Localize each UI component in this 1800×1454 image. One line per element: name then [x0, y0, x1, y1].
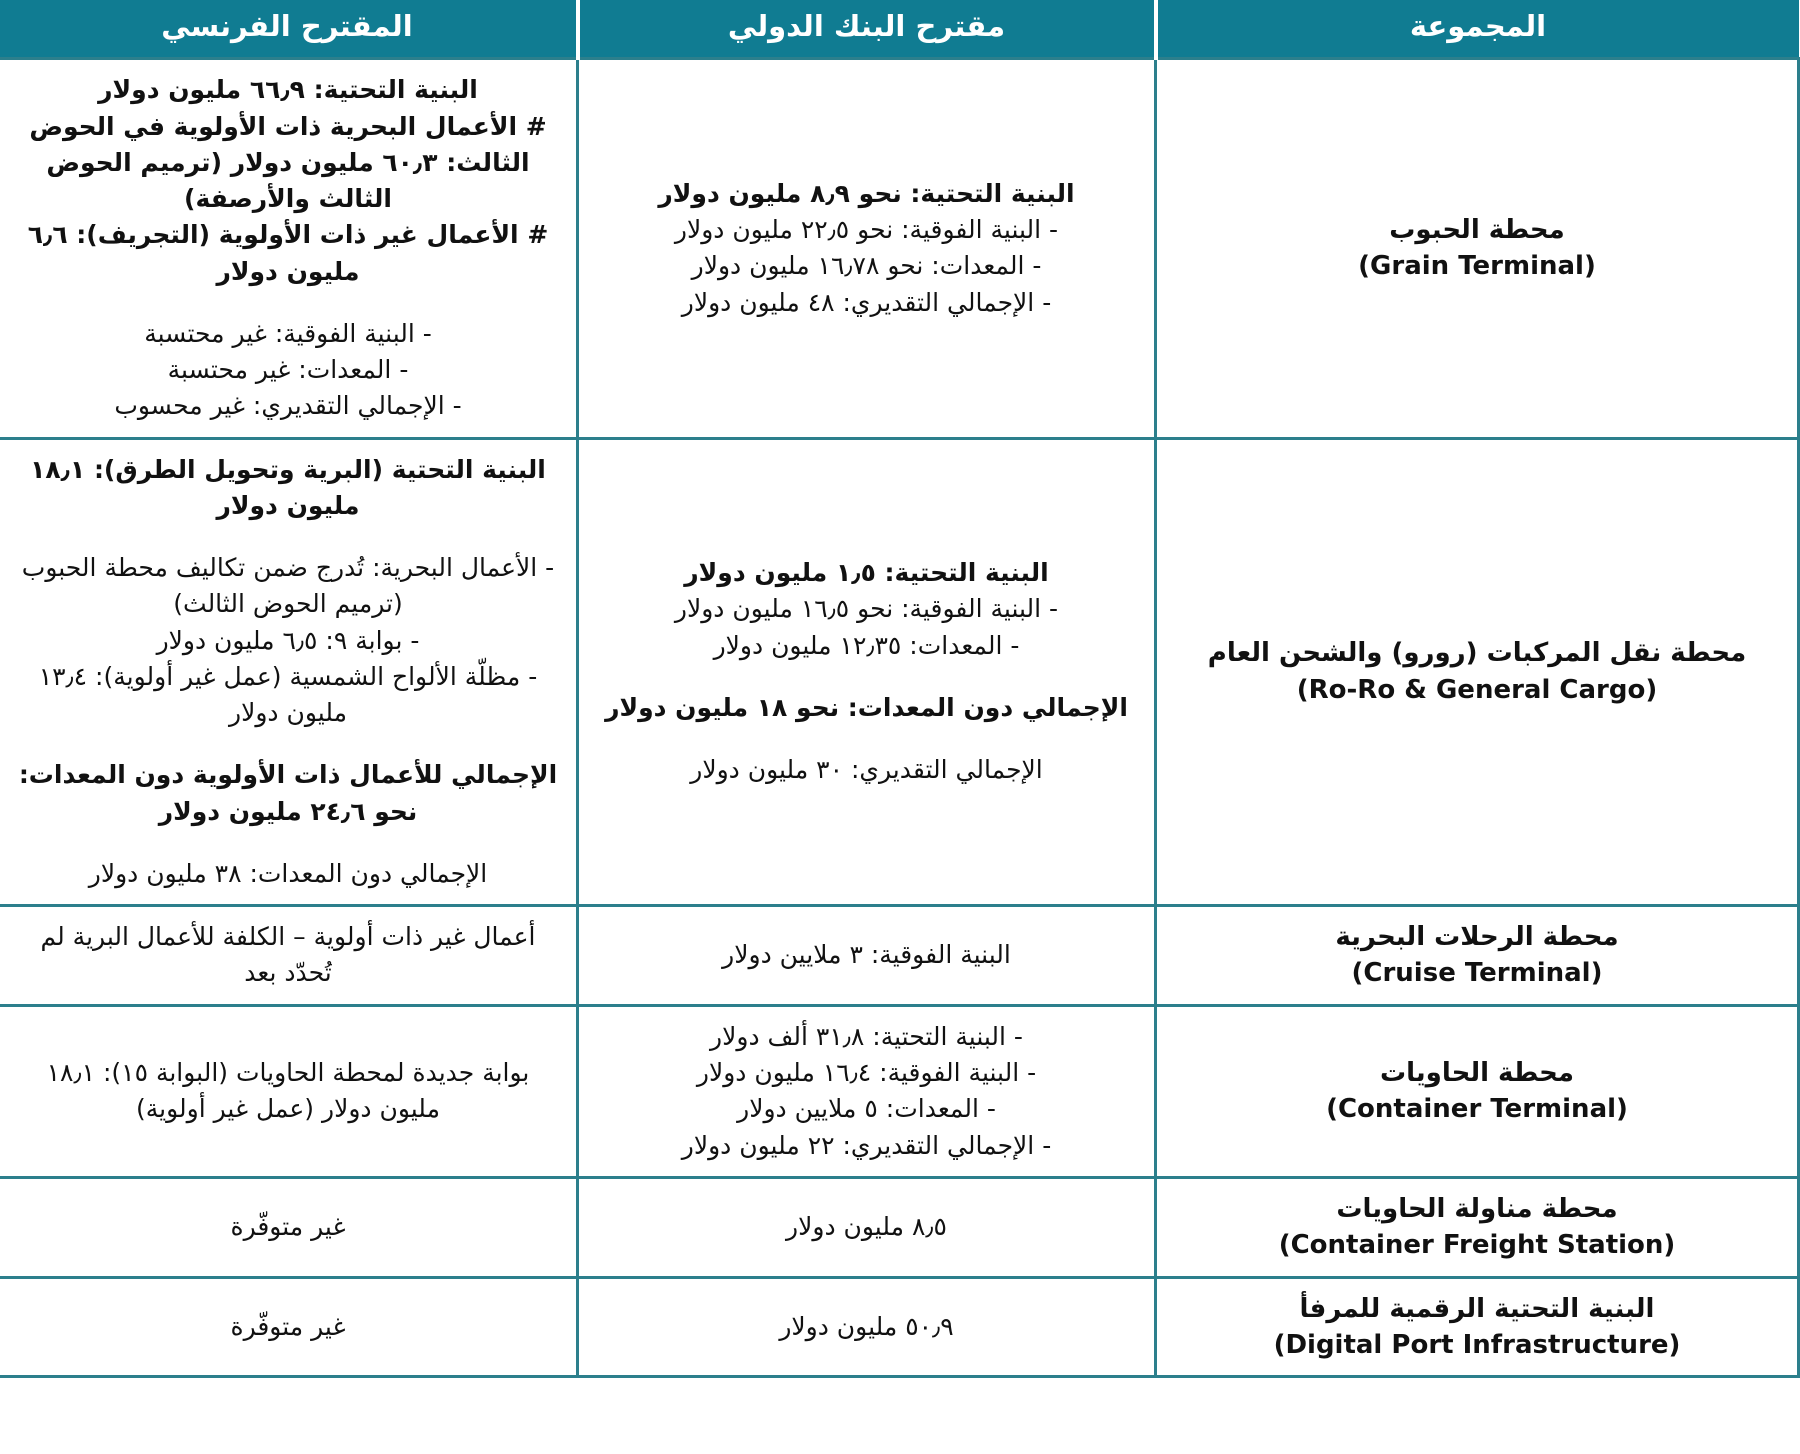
table-row — [0, 59, 1799, 438]
cell-paragraph: - الإجمالي التقديري: ٢٢ مليون دولار — [681, 1130, 1052, 1160]
table-row — [0, 1005, 1799, 1177]
group-name-arabic: محطة الرحلات البحرية — [1335, 922, 1619, 953]
cell-paragraph: - البنية الفوقية: نحو ١٦٫٥ مليون دولار — [674, 594, 1059, 624]
cell-paragraph: الإجمالي دون المعدات: نحو ١٨ مليون دولار — [605, 692, 1128, 722]
cell-french-proposal — [0, 59, 578, 438]
cell-world-bank-proposal — [578, 59, 1156, 438]
group-name-arabic: محطة الحبوب — [1389, 215, 1565, 246]
cell-paragraph: ٥٠٫٩ مليون دولار — [779, 1311, 954, 1341]
cell-paragraph: - الإجمالي التقديري: ٤٨ مليون دولار — [681, 287, 1052, 317]
cell-group-name — [1156, 59, 1799, 438]
cell-french-proposal — [0, 438, 578, 906]
cell-world-bank-proposal — [578, 906, 1156, 1006]
cell-paragraph: - الإجمالي التقديري: غير محسوب — [114, 391, 462, 421]
group-name-arabic: محطة الحاويات — [1380, 1057, 1574, 1088]
cell-french-proposal — [0, 1005, 578, 1177]
table-row — [0, 1277, 1799, 1377]
group-name-english: (Cruise Terminal) — [1351, 958, 1603, 989]
cell-paragraph: البنية التحتية: نحو ٨٫٩ مليون دولار — [658, 178, 1075, 208]
cell-french-proposal — [0, 1177, 578, 1277]
group-name-english: (Grain Terminal) — [1358, 251, 1596, 282]
paragraph-spacer — [597, 726, 1136, 752]
cell-paragraph: الإجمالي للأعمال ذات الأولوية دون المعدات: نحو ٢٤٫٦ مليون دولار — [18, 760, 558, 826]
cell-paragraph: - البنية الفوقية: ١٦٫٤ مليون دولار — [696, 1058, 1037, 1088]
cell-paragraph: - البنية التحتية: ٣١٫٨ ألف دولار — [710, 1021, 1023, 1051]
cell-paragraph: - الأعمال البحرية: تُدرج ضمن تكاليف محطة الحبوب (ترميم الحوض الثالث) — [21, 553, 555, 619]
cell-paragraph: - بوابة ٩: ٦٫٥ مليون دولار — [156, 625, 420, 655]
table-body — [0, 59, 1799, 1377]
group-name-english: (Digital Port Infrastructure) — [1273, 1330, 1681, 1361]
cell-world-bank-proposal — [578, 1277, 1156, 1377]
cell-paragraph: - البنية الفوقية: نحو ٢٢٫٥ مليون دولار — [674, 215, 1059, 245]
column-header-world-bank: مقترح البنك الدولي — [578, 0, 1156, 59]
group-name-arabic: البنية التحتية الرقمية للمرفأ — [1299, 1293, 1655, 1324]
cell-world-bank-proposal — [578, 438, 1156, 906]
cell-group-name — [1156, 1177, 1799, 1277]
paragraph-spacer — [597, 664, 1136, 690]
cell-paragraph: البنية التحتية: ٦٦٫٩ مليون دولار — [98, 75, 478, 105]
table-row — [0, 906, 1799, 1006]
cell-group-name — [1156, 438, 1799, 906]
cell-paragraph: ٨٫٥ مليون دولار — [786, 1212, 947, 1242]
group-name-arabic: محطة نقل المركبات (رورو) والشحن العام — [1207, 638, 1747, 669]
cell-paragraph: غير متوفّرة — [230, 1311, 346, 1341]
cell-paragraph: - المعدات: نحو ١٦٫٧٨ مليون دولار — [691, 251, 1042, 281]
cell-paragraph: # الأعمال غير ذات الأولوية (التجريف): ٦٫٦ مليون دولار — [27, 220, 549, 286]
cell-group-name — [1156, 906, 1799, 1006]
cell-paragraph: البنية التحتية: ١٫٥ مليون دولار — [684, 558, 1049, 588]
column-header-french: المقترح الفرنسي — [0, 0, 578, 59]
cell-french-proposal — [0, 906, 578, 1006]
table-row — [0, 438, 1799, 906]
cell-paragraph: الإجمالي دون المعدات: ٣٨ مليون دولار — [88, 858, 488, 888]
cell-paragraph: الإجمالي التقديري: ٣٠ مليون دولار — [690, 755, 1043, 785]
cell-paragraph: أعمال غير ذات أولوية – الكلفة للأعمال البرية لم تُحدّد بعد — [40, 922, 536, 988]
table-header — [0, 0, 1799, 59]
cell-world-bank-proposal — [578, 1005, 1156, 1177]
paragraph-spacer — [18, 830, 558, 856]
cell-group-name — [1156, 1277, 1799, 1377]
cell-paragraph: - المعدات: ١٢٫٣٥ مليون دولار — [713, 630, 1020, 660]
group-name-english: (Container Freight Station) — [1278, 1230, 1676, 1261]
cell-paragraph: بوابة جديدة لمحطة الحاويات (البوابة ١٥): ١٨٫١ مليون دولار (عمل غير أولوية) — [46, 1058, 530, 1124]
cell-paragraph: - البنية الفوقية: غير محتسبة — [144, 318, 432, 348]
paragraph-spacer — [18, 731, 558, 757]
group-name-arabic: محطة مناولة الحاويات — [1336, 1193, 1618, 1224]
column-header-group: المجموعة — [1156, 0, 1799, 59]
header-row — [0, 0, 1799, 59]
paragraph-spacer — [18, 524, 558, 550]
cell-paragraph: # الأعمال البحرية ذات الأولوية في الحوض الثالث: ٦٠٫٣ مليون دولار (ترميم الحوض الثالث والأرصفة) — [29, 111, 547, 214]
cell-french-proposal — [0, 1277, 578, 1377]
cell-group-name — [1156, 1005, 1799, 1177]
cell-paragraph: غير متوفّرة — [230, 1212, 346, 1242]
cell-paragraph: - مظلّة الألواح الشمسية (عمل غير أولوية): ١٣٫٤ مليون دولار — [38, 661, 538, 728]
table-row — [0, 1177, 1799, 1277]
cell-world-bank-proposal — [578, 1177, 1156, 1277]
cell-paragraph: - المعدات: غير محتسبة — [167, 355, 409, 385]
paragraph-spacer — [18, 290, 558, 316]
cell-paragraph: - المعدات: ٥ ملايين دولار — [737, 1094, 996, 1124]
group-name-english: (Ro-Ro & General Cargo) — [1296, 674, 1658, 705]
cell-paragraph: البنية الفوقية: ٣ ملايين دولار — [722, 940, 1011, 970]
group-name-english: (Container Terminal) — [1326, 1094, 1628, 1125]
cell-paragraph: البنية التحتية (البرية وتحويل الطرق): ١٨٫١ مليون دولار — [30, 454, 546, 520]
